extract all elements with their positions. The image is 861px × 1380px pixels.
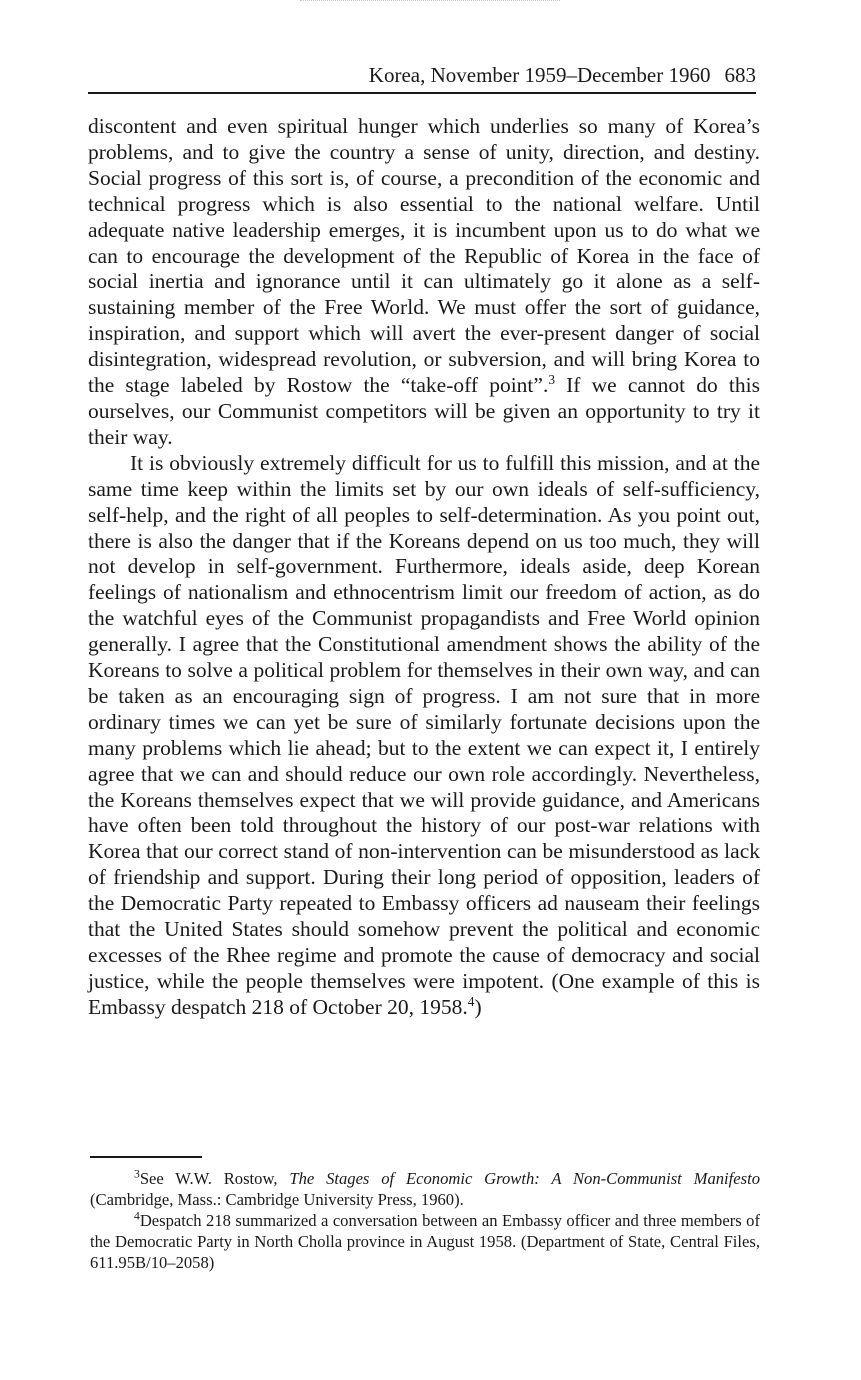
footnote-4-text: Despatch 218 summarized a conversation between an Embassy officer and three members of the Democratic Party in North Cholla province in August 1958. (Department of State, Central Files, 611.95B/10–2058) [90, 1211, 760, 1272]
footnote-3-prefix: See W.W. Rostow, [139, 1169, 290, 1188]
paragraph-1-continuation: If we cannot do this ourselves, our Communist competitors will be given an opportunity to try it their way. [88, 373, 760, 449]
paragraph-1 [88, 114, 760, 451]
running-title: Korea, November 1959–December 1960 [368, 63, 711, 87]
page-number: 683 [724, 63, 756, 87]
running-header [88, 62, 756, 92]
body-text [88, 114, 760, 1021]
scan-artifact [300, 0, 560, 4]
footnote-rule [90, 1156, 202, 1158]
paragraph-2 [88, 451, 760, 1021]
footnote-ref-4: 4 [467, 993, 475, 1009]
paragraph-2-end: ) [474, 994, 482, 1019]
paragraph-1-text: discontent and even spiritual hunger which underlies so many of Korea’s problems, and to give the country a sense of unity, direction, and destiny. Social progress of this sort is, of course, a precondition of the economic and technical progress which is also essential to the national welfare. Until adequate native leadership emerges, it is incumbent upon us to do what we can to encourage the development of the Republic of Korea in the face of social inertia and ignorance until it can ultimately go it alone as a self-sustaining member of the Free World. We must offer the sort of guidance, inspiration, and support which will avert the ever-present danger of social disintegration, widespread revolution, or subversion, and will bring Korea to the stage labeled by Rostow the “take-off point”. [88, 114, 760, 398]
footnote-ref-3: 3 [548, 371, 555, 387]
header-rule [88, 92, 756, 94]
paragraph-2-text: It is obviously extremely difficult for us to fulfill this mission, and at the same time keep within the limits set by our own ideals of self-sufficiency, self-help, and the right of all peoples to self-determination. As you point out, there is also the danger that if the Koreans depend on us too much, they will not develop in self-government. Furthermore, ideals aside, deep Korean feelings of nationalism and ethnocentrism limit our freedom of action, as do the watchful eyes of the Communist propagandists and Free World opinion generally. I agree that the Constitutional amendment shows the ability of the Koreans to solve a political problem for themselves in their own way, and can be taken as an encouraging sign of progress. I am not sure that in more ordinary times we can yet be sure of similarly fortunate decisions upon the many problems which lie ahead; but to the extent we can expect it, I entirely agree that we can and should reduce our own role accordingly. Nevertheless, the Koreans themselves expect that we will provide guidance, and Americans have often been told throughout the history of our post-war relations with Korea that our correct stand of non-intervention can be misunderstood as lack of friendship and support. During their long period of opposition, leaders of the Democratic Party repeated to Embassy officers ad nauseam their feelings that the United States should somehow prevent the political and economic excesses of the Rhee regime and promote the cause of democracy and social justice, while the people themselves were impotent. (One example of this is Embassy despatch 218 of October 20, 1958. [88, 450, 760, 1019]
footnote-4 [90, 1210, 760, 1273]
footnotes [90, 1168, 760, 1273]
footnote-3-suffix: (Cambridge, Mass.: Cambridge University Press, 1960). [90, 1190, 464, 1209]
footnote-3 [90, 1168, 760, 1210]
footnote-4-marker: 4 [134, 1209, 140, 1223]
footnote-3-book-title: The Stages of Economic Growth: A Non-Communist Manifesto [289, 1169, 760, 1188]
footnote-3-marker: 3 [134, 1167, 140, 1181]
